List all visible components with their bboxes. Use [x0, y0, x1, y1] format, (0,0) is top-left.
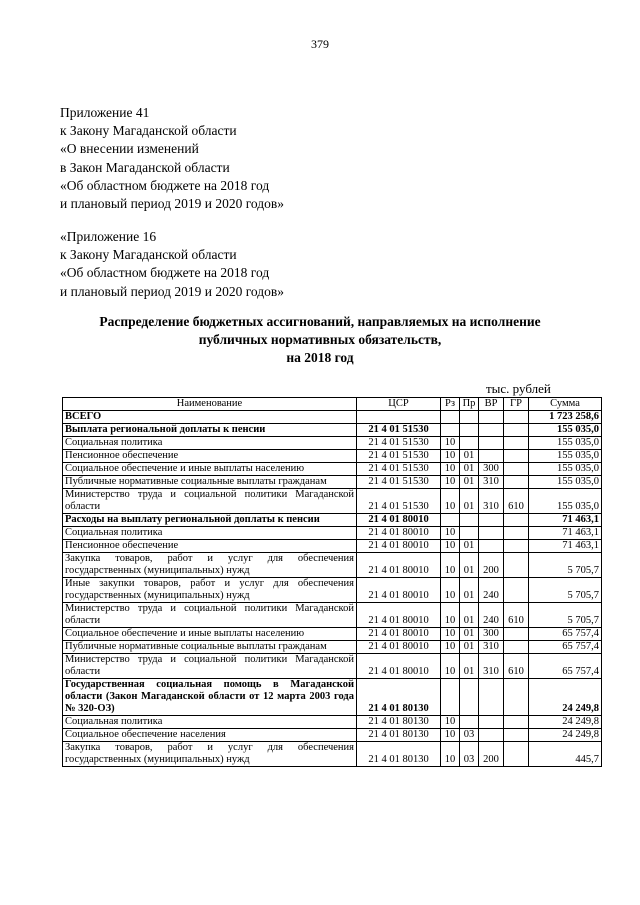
cell-gr [504, 578, 529, 603]
cell-name: Пенсионное обеспечение [63, 540, 357, 553]
cell-pr [460, 679, 479, 716]
table-row [63, 553, 602, 578]
table-row [63, 514, 602, 527]
cell-name: Социальное обеспечение и иные выплаты населению [63, 463, 357, 476]
table-body [63, 411, 602, 767]
cell-csr: 21 4 01 80010 [357, 603, 441, 628]
table-row [63, 578, 602, 603]
appendix-41-line: в Закон Магаданской области [60, 159, 230, 175]
cell-vr: 300 [479, 628, 504, 641]
cell-gr [504, 476, 529, 489]
document-title [40, 313, 600, 367]
cell-vr [479, 437, 504, 450]
cell-pr: 03 [460, 729, 479, 742]
cell-csr: 21 4 01 80130 [357, 742, 441, 767]
cell-csr: 21 4 01 51530 [357, 424, 441, 437]
cell-csr: 21 4 01 80010 [357, 628, 441, 641]
cell-pr: 01 [460, 628, 479, 641]
units-label: тыс. рублей [486, 381, 551, 396]
cell-csr: 21 4 01 80010 [357, 553, 441, 578]
table-row [63, 476, 602, 489]
cell-sum: 24 249,8 [529, 679, 602, 716]
cell-rz: 10 [441, 641, 460, 654]
cell-rz [441, 424, 460, 437]
cell-name: Публичные нормативные социальные выплаты гражданам [63, 641, 357, 654]
cell-gr [504, 679, 529, 716]
cell-vr [479, 679, 504, 716]
cell-rz: 10 [441, 527, 460, 540]
cell-csr [357, 411, 441, 424]
cell-gr: 610 [504, 489, 529, 514]
table-row [63, 411, 602, 424]
cell-name: ВСЕГО [63, 411, 357, 424]
cell-name: Государственная социальная помощь в Магаданской области (Закон Магаданской области от 12 марта 2003 года № 320-ОЗ) [63, 679, 357, 716]
cell-gr [504, 527, 529, 540]
cell-rz: 10 [441, 603, 460, 628]
cell-pr: 03 [460, 742, 479, 767]
table-row [63, 742, 602, 767]
cell-gr [504, 716, 529, 729]
cell-gr [504, 450, 529, 463]
cell-gr [504, 514, 529, 527]
table-row [63, 424, 602, 437]
cell-csr: 21 4 01 80130 [357, 716, 441, 729]
cell-name: Закупка товаров, работ и услуг для обеспечения государственных (муниципальных) нужд [63, 742, 357, 767]
cell-pr: 01 [460, 553, 479, 578]
cell-name: Министерство труда и социальной политики Магаданской области [63, 603, 357, 628]
table-row [63, 489, 602, 514]
cell-rz: 10 [441, 742, 460, 767]
cell-pr: 01 [460, 450, 479, 463]
cell-name: Социальная политика [63, 437, 357, 450]
cell-csr: 21 4 01 80010 [357, 654, 441, 679]
cell-vr: 240 [479, 603, 504, 628]
cell-vr: 240 [479, 578, 504, 603]
cell-gr [504, 411, 529, 424]
cell-rz [441, 411, 460, 424]
cell-sum: 445,7 [529, 742, 602, 767]
cell-vr [479, 540, 504, 553]
header-vr: ВР [479, 398, 504, 411]
cell-vr [479, 527, 504, 540]
cell-name: Пенсионное обеспечение [63, 450, 357, 463]
appendix-16-line: «Приложение 16 [60, 229, 157, 244]
cell-sum: 155 035,0 [529, 450, 602, 463]
cell-name: Иные закупки товаров, работ и услуг для обеспечения государственных (муниципальных) нужд [63, 578, 357, 603]
cell-csr: 21 4 01 51530 [357, 489, 441, 514]
page-number: 379 [311, 37, 329, 51]
cell-csr: 21 4 01 51530 [357, 476, 441, 489]
appendix-41-heading [60, 104, 284, 213]
cell-name: Министерство труда и социальной политики Магаданской области [63, 489, 357, 514]
cell-sum: 71 463,1 [529, 527, 602, 540]
cell-gr [504, 742, 529, 767]
cell-sum: 155 035,0 [529, 437, 602, 450]
cell-sum: 24 249,8 [529, 716, 602, 729]
title-line: на 2018 год [286, 350, 354, 365]
cell-vr [479, 729, 504, 742]
cell-vr: 310 [479, 641, 504, 654]
cell-rz: 10 [441, 437, 460, 450]
cell-pr: 01 [460, 578, 479, 603]
cell-gr [504, 641, 529, 654]
cell-sum: 65 757,4 [529, 641, 602, 654]
table-row [63, 679, 602, 716]
cell-sum: 155 035,0 [529, 424, 602, 437]
cell-gr [504, 553, 529, 578]
table-header-row [63, 398, 602, 411]
cell-pr [460, 424, 479, 437]
cell-name: Закупка товаров, работ и услуг для обеспечения государственных (муниципальных) нужд [63, 553, 357, 578]
cell-pr [460, 514, 479, 527]
cell-gr [504, 540, 529, 553]
header-gr: ГР [504, 398, 529, 411]
cell-pr [460, 411, 479, 424]
cell-pr [460, 437, 479, 450]
header-name: Наименование [63, 398, 357, 411]
cell-gr: 610 [504, 654, 529, 679]
cell-csr: 21 4 01 51530 [357, 437, 441, 450]
cell-gr [504, 628, 529, 641]
cell-pr: 01 [460, 654, 479, 679]
cell-rz: 10 [441, 489, 460, 514]
table-row [63, 654, 602, 679]
table-row [63, 463, 602, 476]
appendix-16-line: к Закону Магаданской области [60, 247, 237, 263]
cell-sum: 71 463,1 [529, 540, 602, 553]
cell-csr: 21 4 01 80130 [357, 679, 441, 716]
cell-sum: 155 035,0 [529, 476, 602, 489]
cell-gr [504, 437, 529, 450]
cell-rz: 10 [441, 716, 460, 729]
cell-name: Расходы на выплату региональной доплаты к пенсии [63, 514, 357, 527]
table-row [63, 628, 602, 641]
cell-sum: 5 705,7 [529, 603, 602, 628]
cell-pr [460, 716, 479, 729]
cell-sum: 155 035,0 [529, 463, 602, 476]
title-line: публичных нормативных обязательств, [198, 332, 442, 347]
cell-rz [441, 514, 460, 527]
appendix-16-heading [60, 228, 284, 301]
cell-csr: 21 4 01 80010 [357, 578, 441, 603]
cell-gr [504, 424, 529, 437]
header-pr: Пр [460, 398, 479, 411]
table-row [63, 641, 602, 654]
table-row [63, 603, 602, 628]
cell-rz [441, 679, 460, 716]
title-line: Распределение бюджетных ассигнований, направляемых на исполнение [99, 314, 541, 329]
cell-name: Социальная политика [63, 527, 357, 540]
cell-pr: 01 [460, 603, 479, 628]
cell-gr: 610 [504, 603, 529, 628]
appendix-41-line: Приложение 41 [60, 105, 150, 120]
cell-sum: 65 757,4 [529, 654, 602, 679]
appendix-41-line: «Об областном бюджете на 2018 год [60, 177, 270, 193]
cell-pr: 01 [460, 476, 479, 489]
appendix-41-line: к Закону Магаданской области [60, 123, 237, 139]
table-row [63, 540, 602, 553]
budget-table [62, 397, 602, 767]
header-rz: Рз [441, 398, 460, 411]
cell-csr: 21 4 01 51530 [357, 450, 441, 463]
cell-pr: 01 [460, 641, 479, 654]
table-row [63, 527, 602, 540]
cell-pr: 01 [460, 463, 479, 476]
cell-sum: 5 705,7 [529, 578, 602, 603]
cell-csr: 21 4 01 80010 [357, 540, 441, 553]
cell-name: Социальное обеспечение и иные выплаты населению [63, 628, 357, 641]
cell-csr: 21 4 01 80010 [357, 527, 441, 540]
table-row [63, 437, 602, 450]
header-sum: Сумма [529, 398, 602, 411]
appendix-41-line: «О внесении изменений [60, 141, 199, 157]
cell-sum: 1 723 258,6 [529, 411, 602, 424]
cell-vr [479, 450, 504, 463]
header-csr: ЦСР [357, 398, 441, 411]
cell-sum: 24 249,8 [529, 729, 602, 742]
cell-rz: 10 [441, 450, 460, 463]
table-row [63, 450, 602, 463]
table-row [63, 716, 602, 729]
cell-rz: 10 [441, 654, 460, 679]
cell-sum: 65 757,4 [529, 628, 602, 641]
cell-rz: 10 [441, 540, 460, 553]
cell-rz: 10 [441, 628, 460, 641]
cell-gr [504, 463, 529, 476]
cell-name: Публичные нормативные социальные выплаты гражданам [63, 476, 357, 489]
cell-vr [479, 411, 504, 424]
cell-rz: 10 [441, 463, 460, 476]
cell-rz: 10 [441, 476, 460, 489]
cell-sum: 71 463,1 [529, 514, 602, 527]
cell-name: Выплата региональной доплаты к пенсии [63, 424, 357, 437]
cell-vr: 300 [479, 463, 504, 476]
cell-vr: 200 [479, 553, 504, 578]
cell-name: Социальное обеспечение населения [63, 729, 357, 742]
cell-csr: 21 4 01 80010 [357, 641, 441, 654]
cell-pr: 01 [460, 489, 479, 514]
appendix-41-line: и плановый период 2019 и 2020 годов» [60, 196, 285, 212]
table-row [63, 729, 602, 742]
cell-gr [504, 729, 529, 742]
cell-vr: 310 [479, 489, 504, 514]
cell-rz: 10 [441, 553, 460, 578]
cell-csr: 21 4 01 51530 [357, 463, 441, 476]
cell-vr [479, 514, 504, 527]
cell-sum: 155 035,0 [529, 489, 602, 514]
cell-rz: 10 [441, 578, 460, 603]
cell-sum: 5 705,7 [529, 553, 602, 578]
cell-vr [479, 424, 504, 437]
cell-csr: 21 4 01 80130 [357, 729, 441, 742]
cell-vr: 310 [479, 654, 504, 679]
cell-name: Министерство труда и социальной политики Магаданской области [63, 654, 357, 679]
cell-csr: 21 4 01 80010 [357, 514, 441, 527]
cell-pr [460, 527, 479, 540]
cell-pr: 01 [460, 540, 479, 553]
appendix-16-line: «Об областном бюджете на 2018 год [60, 265, 270, 281]
cell-vr: 310 [479, 476, 504, 489]
cell-vr [479, 716, 504, 729]
cell-name: Социальная политика [63, 716, 357, 729]
cell-vr: 200 [479, 742, 504, 767]
appendix-16-line: и плановый период 2019 и 2020 годов» [60, 283, 285, 299]
cell-rz: 10 [441, 729, 460, 742]
